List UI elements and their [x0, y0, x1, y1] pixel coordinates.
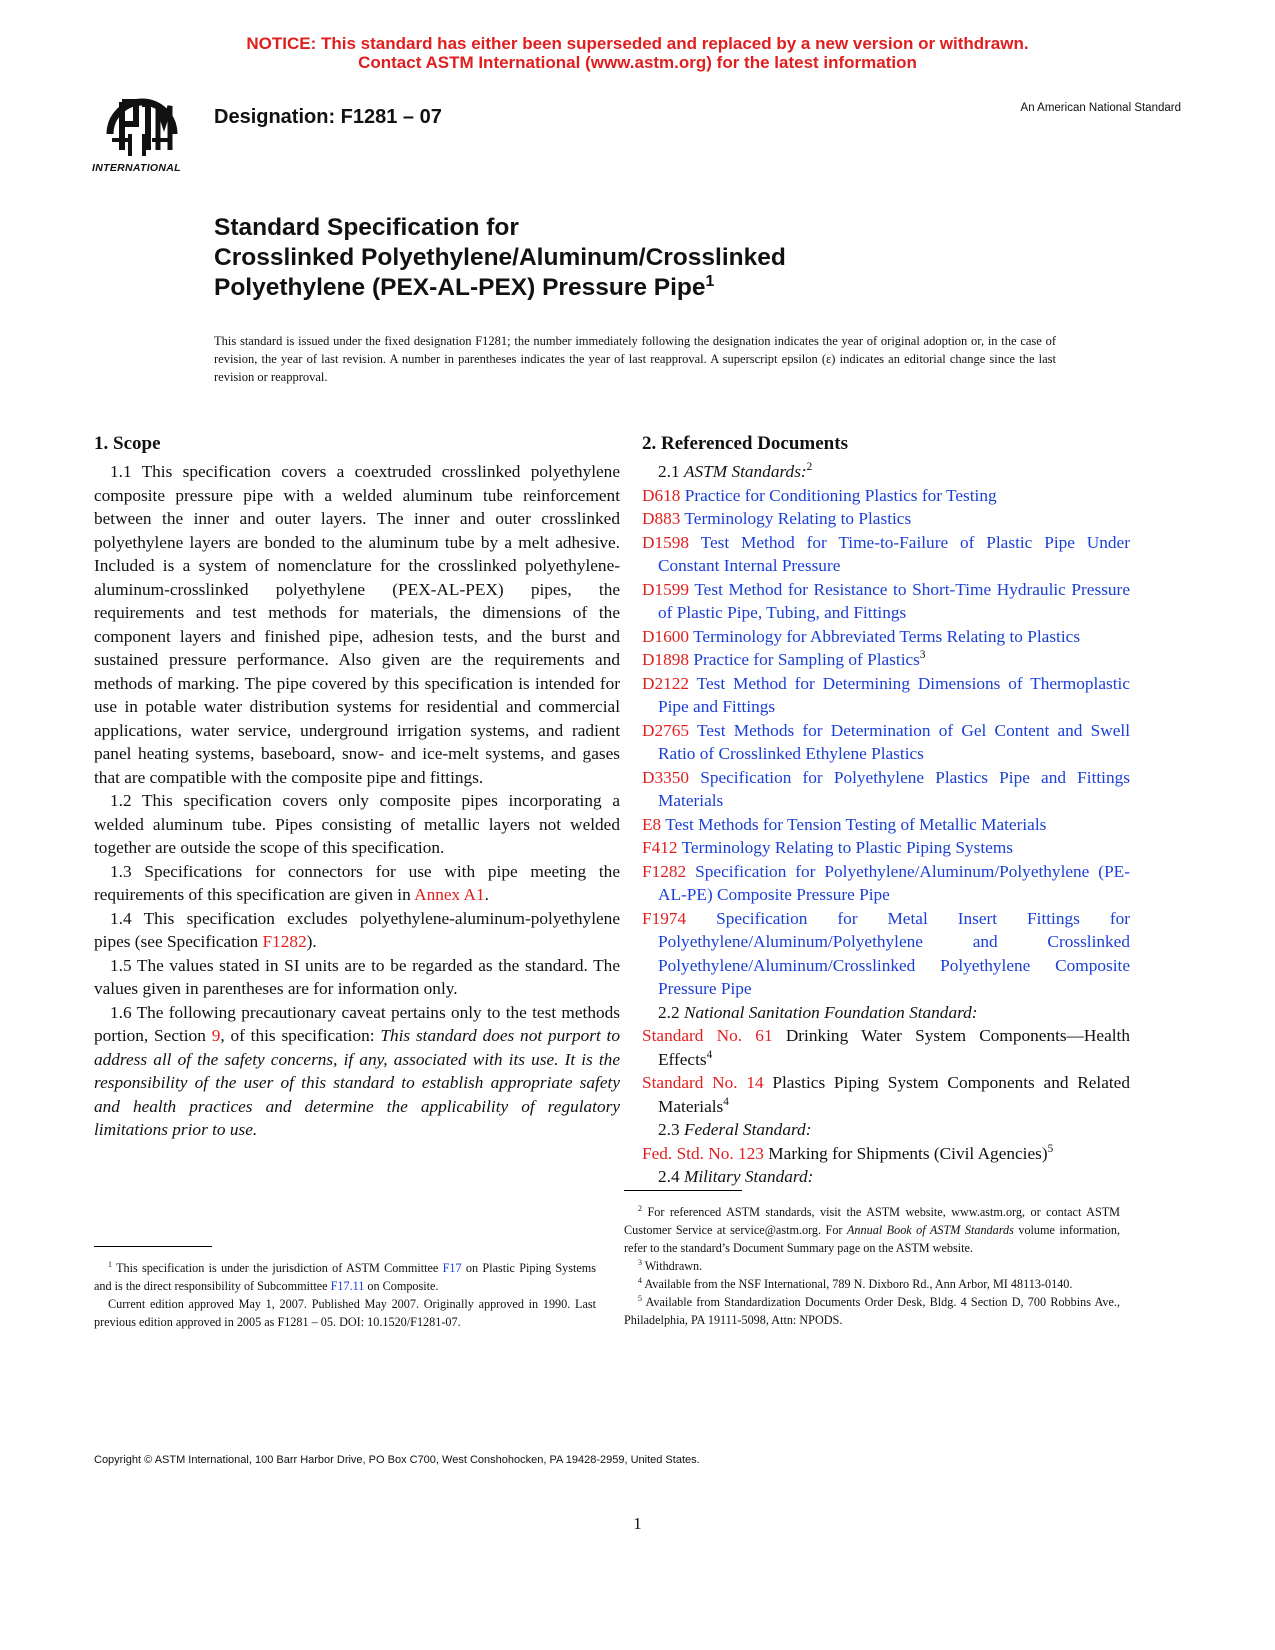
- nsf-reference-title-link: Drinking Water System Components—Health Effects: [658, 1026, 1130, 1069]
- title-line-3: [214, 273, 786, 303]
- astm-reference-title-link[interactable]: Test Method for Time-to-Failure of Plastic Pipe Under Constant Internal Pressure: [658, 532, 1130, 575]
- scope-1-4: [94, 907, 620, 954]
- astm-reference-code-link[interactable]: D2765: [642, 720, 690, 740]
- referenced-documents-heading: 2. Referenced Documents: [642, 433, 848, 454]
- footnote-1-text-a: This specification is under the jurisdiction of ASTM Committee: [116, 1261, 443, 1275]
- national-standard-label: An American National Standard: [1020, 102, 1181, 114]
- title-footnote-mark: 1: [705, 272, 715, 290]
- astm-reference-code-link[interactable]: D2122: [642, 673, 690, 693]
- section-2-1-mark: 2: [806, 461, 813, 474]
- footnote-1-text-b: on Plastic Piping Systems and is the direct responsibility of Subcommittee: [94, 1261, 597, 1293]
- astm-reference-title-link[interactable]: Test Method for Determining Dimensions of Thermoplastic Pipe and Fittings: [658, 673, 1130, 716]
- footnote-rule: [94, 1246, 212, 1247]
- footnote-3-mark: 3: [638, 1257, 642, 1267]
- scope-1-6-mid: , of this specification:: [220, 1026, 381, 1045]
- footnote-5-text: Available from Standardization Documents Order Desk, Bldg. 4 Section D, 700 Robbins Ave., Philadelphia, PA 19111-5098, Attn: NPODS.: [624, 1295, 1120, 1327]
- astm-reference-item: [642, 531, 1130, 578]
- copyright-line: Copyright © ASTM International, 100 Barr Harbor Drive, PO Box C700, West Conshohocken, PA 19428-2959, United States.: [94, 1454, 700, 1466]
- federal-standards-list: [642, 1142, 1130, 1166]
- footnote-4-mark: 4: [638, 1275, 642, 1285]
- footnote-2-italic: Annual Book of ASTM Standards: [846, 1223, 1014, 1237]
- logo-caption: INTERNATIONAL: [92, 162, 181, 174]
- scope-1-2: 1.2 This specification covers only composite pipes incorporating a welded aluminum tube. Pipes consisting of metallic layers not welded together are outside the scope of this specification.: [94, 791, 620, 857]
- astm-reference-title-link[interactable]: Test Methods for Determination of Gel Content and Swell Ratio of Crosslinked Ethylene Plastics: [658, 720, 1130, 763]
- astm-reference-item: [642, 578, 1130, 625]
- section-2-4-title: Military Standard:: [683, 1167, 814, 1186]
- scope-1-4-text: 1.4 This specification excludes polyethylene-aluminum-polyethylene pipes (see Specification: [94, 908, 620, 951]
- footnote-5: [624, 1293, 1120, 1329]
- footnote-2: [624, 1203, 1120, 1257]
- astm-reference-item: [642, 719, 1130, 766]
- footnote-2-text-b: volume information, refer to the standard’s Document Summary page on the ASTM website.: [624, 1223, 1120, 1255]
- scope-1-3-end: .: [484, 885, 489, 904]
- astm-reference-item: [642, 860, 1130, 907]
- astm-reference-code-link[interactable]: F1282: [642, 861, 687, 881]
- astm-reference-title-link[interactable]: Specification for Polyethylene Plastics Pipe and Fittings Materials: [658, 767, 1130, 810]
- f1282-link[interactable]: F1282: [262, 932, 307, 951]
- notice-line-2: Contact ASTM International (www.astm.org) for the latest information: [358, 53, 917, 72]
- section-2-2: [642, 1001, 1130, 1025]
- federal-reference-footnote-mark: 5: [1047, 1142, 1054, 1155]
- section-2-2-number: 2.2: [658, 1002, 680, 1022]
- footnote-2-mark: 2: [638, 1203, 642, 1213]
- footnote-4: [624, 1275, 1120, 1293]
- subcommittee-f17-11-link[interactable]: F17.11: [330, 1279, 365, 1293]
- scope-1-6-text: 1.6 The following precautionary caveat pertains only to the test methods portion, Section: [94, 1002, 620, 1045]
- scope-1-4-end: ).: [306, 932, 317, 951]
- right-column: [642, 432, 1130, 1189]
- astm-reference-code-link[interactable]: F412: [642, 838, 678, 857]
- astm-reference-code-link[interactable]: D3350: [642, 767, 690, 787]
- astm-reference-item: [642, 484, 1130, 508]
- astm-reference-item: [642, 836, 1130, 860]
- astm-reference-title-link[interactable]: Test Methods for Tension Testing of Metallic Materials: [665, 814, 1047, 834]
- scope-1-1: 1.1 This specification covers a coextruded crosslinked polyethylene composite pressure pipe with a welded aluminum tube reinforcement between the inner and outer layers. The inner and outer crosslinked polyethylene layers are bonded to the aluminum tube by a melt adhesive. Included is a system of nomenclature for the crosslinked polyethylene-aluminum-crosslinked polyethylene (PEX-AL-PEX) pipes, the requirements and test methods for materials, the dimensions of the component layers and finished pipe, adhesion tests, and the burst and sustained pressure performance. Also given are the requirements and methods of marking. The pipe covered by this specification is intended for use in potable water distribution systems for residential and commercial applications, water service, underground irrigation systems, and radient panel heating systems, baseboard, snow- and ice-melt systems, and gases that are compatible with the composite pipe and fittings.: [94, 462, 620, 787]
- left-column: [94, 432, 620, 1142]
- nsf-reference-item: [642, 1071, 1130, 1118]
- footnote-1-mark: 1: [108, 1259, 112, 1269]
- title-line-1: Standard Specification for: [214, 214, 519, 241]
- section-2-1-title: ASTM Standards:: [683, 462, 807, 481]
- federal-reference-title-link: Marking for Shipments (Civil Agencies): [768, 1143, 1048, 1163]
- astm-reference-title-link[interactable]: Terminology for Abbreviated Terms Relating to Plastics: [693, 626, 1081, 646]
- section-9-link[interactable]: 9: [211, 1026, 221, 1045]
- astm-reference-title-link[interactable]: Specification for Polyethylene/Aluminum/Polyethylene (PE-AL-PE) Composite Pressure Pipe: [658, 861, 1130, 904]
- section-2-3-number: 2.3: [658, 1120, 680, 1139]
- page-number: 1: [633, 1514, 642, 1533]
- astm-reference-item: [642, 625, 1130, 649]
- astm-reference-code-link[interactable]: F1974: [642, 908, 687, 928]
- section-2-3-title: Federal Standard:: [683, 1120, 812, 1139]
- footnote-1-text-c: on Composite.: [364, 1279, 439, 1293]
- title-line-2: Crosslinked Polyethylene/Aluminum/Crosslinked: [214, 244, 786, 271]
- astm-reference-code-link[interactable]: E8: [642, 814, 662, 834]
- footnote-1: [94, 1259, 596, 1295]
- footnote-rule-right: [624, 1190, 742, 1191]
- footnote-2-text-a: For referenced ASTM standards, visit the ASTM website, www.astm.org, or contact ASTM Customer Service at service@astm.org. For: [624, 1205, 1121, 1237]
- astm-reference-title-link[interactable]: Practice for Conditioning Plastics for Testing: [684, 485, 997, 505]
- astm-reference-title-link[interactable]: Practice for Sampling of Plastics: [693, 650, 920, 669]
- committee-f17-link[interactable]: F17: [442, 1261, 462, 1275]
- astm-reference-title-link[interactable]: Test Method for Resistance to Short-Time Hydraulic Pressure of Plastic Pipe, Tubing, and Fittings: [658, 579, 1130, 622]
- left-footnotes: [94, 1246, 596, 1331]
- footnote-5-mark: 5: [638, 1293, 642, 1303]
- federal-reference-item: [642, 1142, 1130, 1166]
- nsf-reference-footnote-mark: 4: [723, 1095, 729, 1108]
- section-2-3: [642, 1118, 1130, 1142]
- astm-reference-item: [642, 648, 1130, 672]
- nsf-reference-title-link: Plastics Piping System Components and Related Materials: [658, 1073, 1130, 1116]
- astm-reference-code-link[interactable]: D1598: [642, 532, 690, 552]
- astm-reference-code-link[interactable]: D1898: [642, 650, 690, 669]
- section-2-4: [642, 1165, 1130, 1189]
- astm-standards-list: [642, 484, 1130, 1001]
- footnote-3: [624, 1257, 1120, 1275]
- astm-logo: [92, 84, 192, 180]
- issue-statement: This standard is issued under the fixed designation F1281; the number immediately following the designation indicates the year of original adoption or, in the case of revision, the year of last revision. A number in parentheses indicates the year of last reapproval. A superscript epsilon (ε) indicates an editorial change since the last revision or reapproval.: [214, 334, 1056, 384]
- astm-reference-footnote-mark: 3: [919, 649, 926, 662]
- federal-reference-code-link[interactable]: Fed. Std. No. 123: [642, 1143, 764, 1163]
- astm-reference-item: [642, 672, 1130, 719]
- astm-reference-item: [642, 907, 1130, 1001]
- astm-reference-code-link[interactable]: D883: [642, 509, 681, 528]
- section-2-4-number: 2.4: [658, 1167, 680, 1186]
- footnote-1-edition: Current edition approved May 1, 2007. Published May 2007. Originally approved in 1990. Last previous edition approved in 2005 as F1281 – 05. DOI: 10.1520/F1281-07.: [94, 1297, 596, 1329]
- astm-reference-code-link[interactable]: D618: [642, 485, 681, 505]
- nsf-reference-code-link[interactable]: Standard No. 61: [642, 1026, 773, 1045]
- nsf-reference-code-link[interactable]: Standard No. 14: [642, 1073, 764, 1092]
- document-title: [214, 213, 786, 303]
- astm-reference-code-link[interactable]: D1600: [642, 626, 690, 646]
- footnote-4-text: Available from the NSF International, 789 N. Dixboro Rd., Ann Arbor, MI 48113-0140.: [644, 1277, 1073, 1291]
- section-2-1: [642, 460, 1130, 484]
- astm-reference-title-link[interactable]: Terminology Relating to Plastic Piping Systems: [681, 838, 1014, 857]
- scope-1-6: [94, 1001, 620, 1142]
- astm-reference-code-link[interactable]: D1599: [642, 579, 690, 599]
- section-2-2-title: National Sanitation Foundation Standard:: [683, 1002, 978, 1022]
- astm-reference-title-link[interactable]: Terminology Relating to Plastics: [684, 509, 912, 528]
- nsf-reference-item: [642, 1024, 1130, 1071]
- astm-reference-item: [642, 507, 1130, 531]
- safety-caveat: This standard does not purport to address all of the safety concerns, if any, associated with its use. It is the responsibility of the user of this standard to establish appropriate safety and health practices and determine the applicability of regulatory limitations prior to use.: [94, 1026, 621, 1139]
- astm-reference-item: [642, 813, 1130, 837]
- scope-1-3: [94, 860, 620, 907]
- annex-a1-link[interactable]: Annex A1: [414, 885, 485, 904]
- title-line-3-text: Polyethylene (PEX-AL-PEX) Pressure Pipe: [214, 274, 706, 301]
- astm-reference-item: [642, 766, 1130, 813]
- astm-reference-title-link[interactable]: Specification for Metal Insert Fittings for Polyethylene/Aluminum/Polyethylene and Crosslinked Polyethylene/Aluminum/Crosslinked Polyethylene Composite Pressure Pipe: [658, 908, 1130, 998]
- section-2-1-number: 2.1: [658, 462, 680, 481]
- scope-heading: 1. Scope: [94, 433, 161, 454]
- scope-1-3-text: 1.3 Specifications for connectors for use with pipe meeting the requirements of this specification are given in: [94, 861, 620, 904]
- nsf-standards-list: [642, 1024, 1130, 1118]
- notice-line-1: NOTICE: This standard has either been superseded and replaced by a new version or withdrawn.: [246, 34, 1029, 53]
- right-footnotes: [624, 1190, 1120, 1329]
- scope-1-5: 1.5 The values stated in SI units are to be regarded as the standard. The values given in parentheses are for information only.: [94, 955, 620, 998]
- footnote-3-text: Withdrawn.: [644, 1259, 703, 1273]
- superseded-notice: [0, 34, 1275, 72]
- nsf-reference-footnote-mark: 4: [706, 1048, 713, 1061]
- designation: Designation: F1281 – 07: [214, 106, 442, 128]
